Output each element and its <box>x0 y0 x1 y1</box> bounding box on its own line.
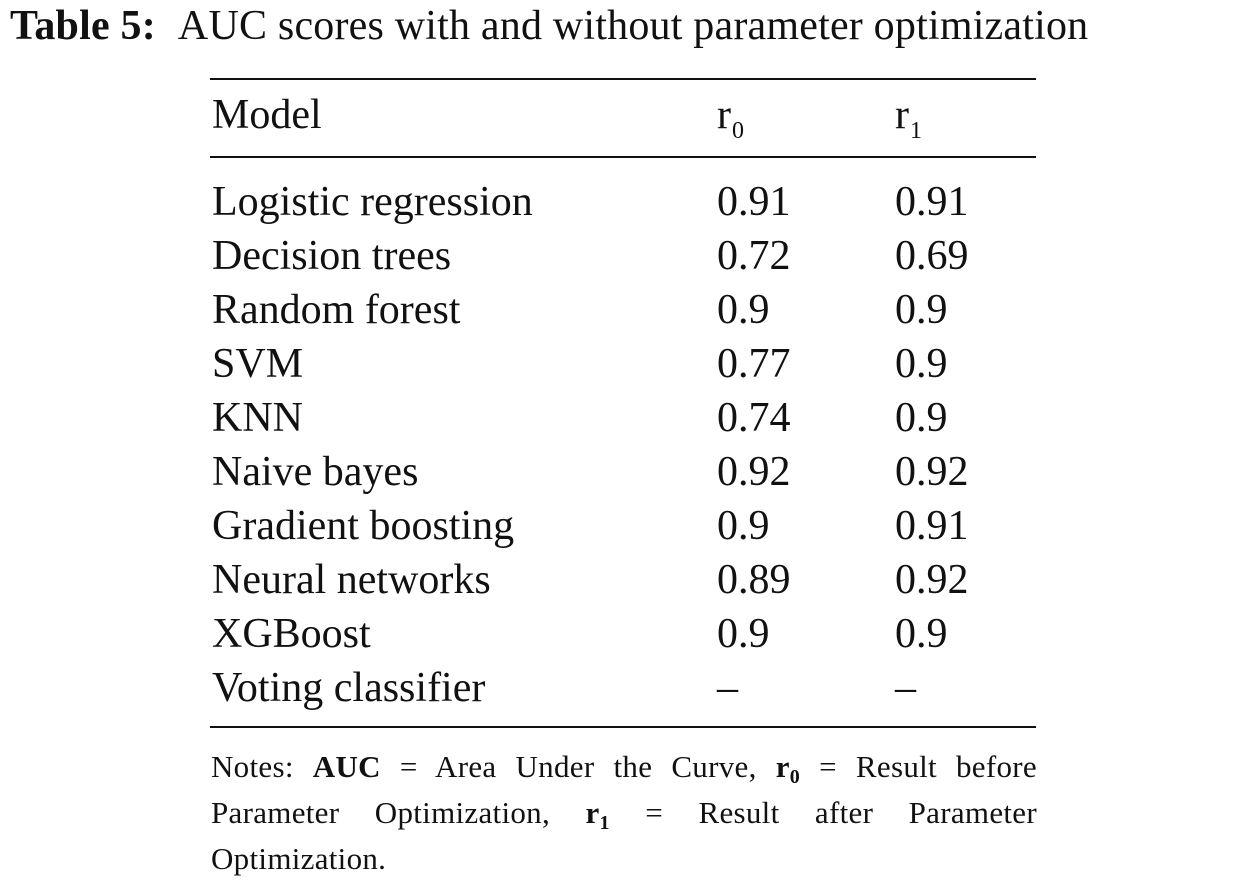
table-caption-text: AUC scores with and without parameter optimization <box>177 3 1089 49</box>
notes-r0-subscript: 0 <box>789 766 801 788</box>
row-r1-cell: – <box>895 665 916 711</box>
notes-r1-subscript: 1 <box>599 812 610 834</box>
notes-auc-definition: = Area Under the Curve, <box>399 749 757 784</box>
table-bottom-rule <box>210 726 1036 728</box>
row-model-cell: Neural networks <box>212 557 491 603</box>
table-header-rule <box>210 156 1036 158</box>
table-caption-label: Table 5: <box>10 3 156 49</box>
header-r1-subscript: 1 <box>910 118 922 144</box>
notes-prefix: Notes: <box>211 749 294 784</box>
header-r1-base: r <box>895 92 909 138</box>
row-r1-cell: 0.92 <box>895 449 969 495</box>
row-r0-cell: 0.9 <box>717 287 770 333</box>
row-model-cell: Logistic regression <box>212 179 533 225</box>
table-notes <box>211 746 1037 880</box>
row-r1-cell: 0.69 <box>895 233 969 279</box>
header-r0-subscript: 0 <box>732 118 744 144</box>
row-r0-cell: 0.9 <box>717 503 770 549</box>
row-r0-cell: 0.9 <box>717 611 770 657</box>
table-caption <box>10 2 1230 50</box>
notes-r1-definition: = Result after Parameter Optimization. <box>211 795 1037 876</box>
row-model-cell: Voting classifier <box>212 665 486 711</box>
notes-r0-definition: = Result before Parameter Optimization, <box>211 749 1037 830</box>
row-r1-cell: 0.91 <box>895 503 969 549</box>
row-r0-cell: 0.89 <box>717 557 791 603</box>
notes-auc-term: AUC <box>312 749 381 784</box>
row-r1-cell: 0.92 <box>895 557 969 603</box>
header-r0-base: r <box>717 92 731 138</box>
row-r0-cell: 0.74 <box>717 395 791 441</box>
row-model-cell: Gradient boosting <box>212 503 515 549</box>
row-r0-cell: 0.72 <box>717 233 791 279</box>
row-r1-cell: 0.9 <box>895 611 948 657</box>
notes-r1-term: r <box>585 795 600 830</box>
header-model: Model <box>212 92 322 138</box>
row-model-cell: SVM <box>212 341 304 387</box>
row-model-cell: XGBoost <box>212 611 371 657</box>
row-r1-cell: 0.91 <box>895 179 969 225</box>
row-model-cell: Naive bayes <box>212 449 419 495</box>
header-r1 <box>895 91 922 145</box>
row-model-cell: Decision trees <box>212 233 452 279</box>
row-r0-cell: – <box>717 665 738 711</box>
notes-r0-term: r <box>775 749 790 784</box>
row-r1-cell: 0.9 <box>895 395 948 441</box>
row-model-cell: KNN <box>212 395 303 441</box>
row-r0-cell: 0.92 <box>717 449 791 495</box>
header-r0 <box>717 91 744 145</box>
row-r1-cell: 0.9 <box>895 341 948 387</box>
row-r0-cell: 0.91 <box>717 179 791 225</box>
row-model-cell: Random forest <box>212 287 461 333</box>
row-r1-cell: 0.9 <box>895 287 948 333</box>
row-r0-cell: 0.77 <box>717 341 791 387</box>
table-top-rule <box>210 78 1036 80</box>
